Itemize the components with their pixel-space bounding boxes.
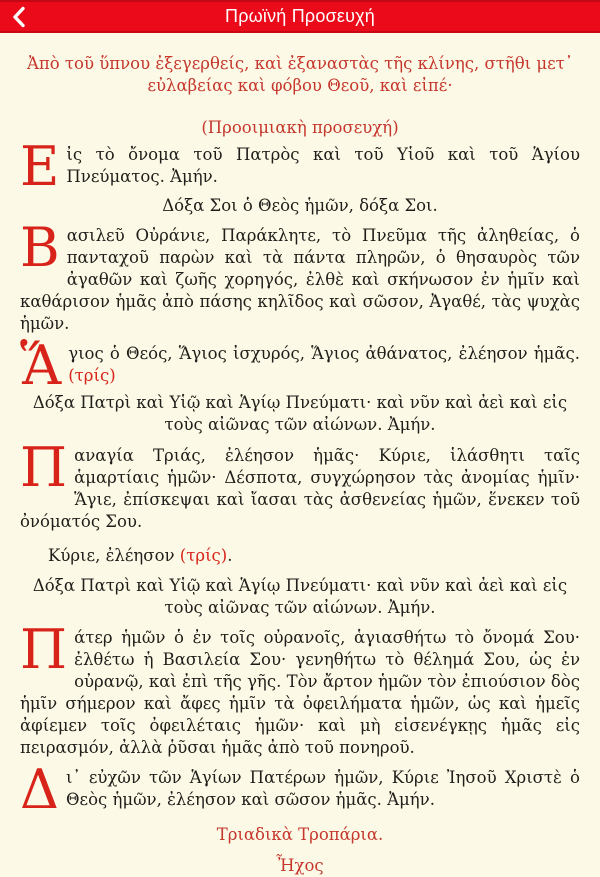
prayer-text: ι᾿ εὐχῶν τῶν Ἁγίων Πατέρων ἡμῶν, Κύριε Ἰησοῦ Χριστὲ ὁ Θεὸς ἡμῶν, ἐλέησον καὶ σῶσον ἡμᾶς. Ἀμήν. <box>66 768 580 809</box>
prayer-in-the-name <box>20 135 580 198</box>
prayer-text: αναγία Τριάς, ἐλέησον ἡμᾶς· Κύριε, ἱλάσθητι ταῖς ἁμαρτίαις ἡμῶν· Δέσποτα, συγχώρησον τὰς ἀνομίας ἡμῖν· Ἅγιε, ἐπίσκεψαι καὶ ἴασαι τὰς ἀσθενείας ἡμῶν, ἕνεκεν τοῦ ὀνόματός Σου. <box>20 446 580 531</box>
prayer-text: Κύριε, ἐλέησον <box>48 546 180 565</box>
opening-rubric: Ἀπὸ τοῦ ὕπνου ἐξεγερθείς, καὶ ἐξαναστὰς τῆς κλίνης, στῆθι μετ᾿ εὐλαβείας καὶ φόβου Θεοῦ, καὶ εἰπέ· <box>26 54 574 95</box>
navigation-bar <box>0 0 600 33</box>
prayer-text: άτερ ἡμῶν ὁ ἐν τοῖς οὐρανοῖς, ἁγιασθήτω τὸ ὄνομά Σου· ἐλθέτω ἡ Βασιλεία Σου· γενηθήτω τὸ θέλημά Σου, ὡς ἐν οὐρανῷ, καὶ ἐπὶ τῆς γῆς. Τὸν ἄρτον ἡμῶν τὸν ἐπιούσιον δὸς ἡμῖν σήμερον καὶ ἄφες ἡμῖν τὰ ὀφειλήματα ἡμῶν, ὡς καὶ ἡμεῖς ἀφίεμεν τοῖς ὀφειλέταις ἡμῶν· καὶ μὴ εἰσενέγκῃς ἡμᾶς εἰς πειρασμόν, ἀλλὰ ῥῦσαι ἡμᾶς ἀπὸ τοῦ πονηροῦ. <box>20 628 580 757</box>
drop-cap-pi: Π <box>20 436 68 499</box>
prayer-text: ασιλεῦ Οὐράνιε, Παράκλητε, τὸ Πνεῦμα τῆς ἀληθείας, ὁ πανταχοῦ παρὼν καὶ τὰ πάντα πληρῶν, ὁ θησαυρὸς τῶν ἀγαθῶν καὶ ζωῆς χορηγός, ἐλθὲ καὶ σκήνωσον ἐν ἡμῖν καὶ καθάρισον ἡμᾶς ἀπὸ πάσης κηλῖδος καὶ σῶσον, Ἀγαθέ, τὰς ψυχὰς ἡμῶν. <box>20 226 580 333</box>
prayer-heavenly-king <box>20 216 580 335</box>
prayer-text: γιος ὁ Θεός, Ἅγιος ἰσχυρός, Ἅγιος ἀθάνατος, ἐλέησον ἡμᾶς. <box>68 344 580 363</box>
glory-to-thee-line: Δόξα Σοι ὁ Θεὸς ἡμῶν, δόξα Σοι. <box>162 196 438 215</box>
doxology-1: Δόξα Πατρὶ καὶ Υἱῷ καὶ Ἁγίῳ Πνεύματι· καὶ νῦν καὶ ἀεὶ καὶ εἰς τοὺς αἰῶνας τῶν αἰώνων. Ἀμήν. <box>32 393 568 434</box>
chevron-left-icon <box>12 6 25 28</box>
thrice-label: (τρίς) <box>68 366 116 385</box>
prayer-trisagion <box>20 334 580 397</box>
drop-cap-beta: Β <box>20 216 60 279</box>
prayer-text: ἰς τὸ ὄνομα τοῦ Πατρὸς καὶ τοῦ Υἱοῦ καὶ τοῦ Ἁγίου Πνεύματος. Ἀμήν. <box>66 145 580 186</box>
drop-cap-pi: Π <box>20 618 68 681</box>
proemial-prayer-heading: (Προοιμιακὴ προσευχή) <box>201 118 399 137</box>
prayer-text: . <box>227 546 233 565</box>
drop-cap-epsilon: Ε <box>20 135 60 198</box>
page-title: Πρωϊνή Προσευχή <box>225 6 375 26</box>
prayer-through-prayers <box>20 758 580 821</box>
triadika-troparia-heading: Τριαδικὰ Τροπάρια. <box>216 825 384 844</box>
back-button[interactable] <box>2 2 35 31</box>
kyrie-eleison-line <box>20 545 580 567</box>
prayer-content[interactable] <box>0 33 600 877</box>
next-section-heading-partial: Ἦχος <box>276 856 324 875</box>
drop-cap-alpha: Ἅ <box>20 334 62 397</box>
prayer-our-father <box>20 618 580 759</box>
prayer-all-holy-trinity <box>20 436 580 533</box>
thrice-label: (τρίς) <box>179 546 228 565</box>
doxology-2: Δόξα Πατρὶ καὶ Υἱῷ καὶ Ἁγίῳ Πνεύματι· καὶ νῦν καὶ ἀεὶ καὶ εἰς τοὺς αἰῶνας τῶν αἰώνων. Ἀμήν. <box>32 576 568 617</box>
drop-cap-delta: Δ <box>20 758 59 821</box>
